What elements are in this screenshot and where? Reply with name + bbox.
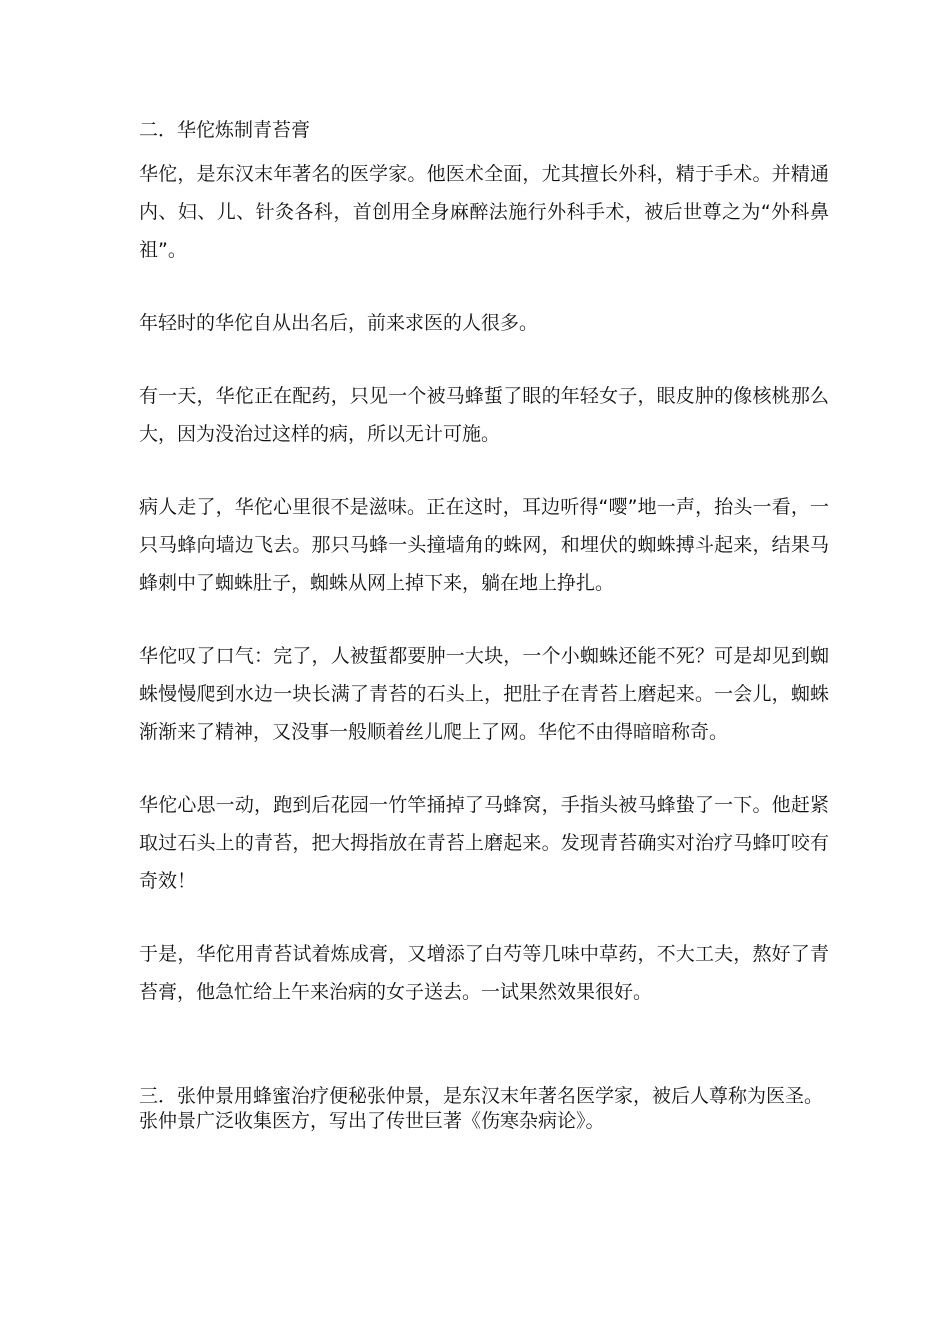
paragraph: 病人走了，华佗心里很不是滋味。正在这时，耳边听得“嘤”地一声，抬头一看，一只马蜂向墙边飞去。那只马蜂一头撞墙角的蛛网，和埋伏的蜘蛛搏斗起来，结果马蜂刺中了蜘蛛肚子，蜘蛛从网上掉下来，躺在地上挣扎。 (139, 496, 829, 594)
paragraph-line: 张仲景广泛收集医方，写出了传世巨著《伤寒杂病论》。 (139, 1110, 605, 1132)
paragraph-gap (139, 751, 829, 786)
paragraph-gap (139, 269, 829, 304)
document-page (139, 117, 829, 1134)
paragraph: 有一天，华佗正在配药，只见一个被马蜂蜇了眼的年轻女子，眼皮肿的像核桃那么大，因为没治过这样的病，所以无计可施。 (139, 385, 829, 445)
paragraph-gap (139, 342, 829, 377)
paragraph-gap (139, 900, 829, 935)
paragraph: 华佗叹了口气：完了，人被蜇都要肿一大块，一个小蜘蛛还能不死？可是却见到蜘蛛慢慢爬到水边一块长满了青苔的石头上，把肚子在青苔上磨起来。一会儿，蜘蛛渐渐来了精神，又没事一般顺着丝儿爬上了网。华佗不由得暗暗称奇。 (139, 645, 829, 743)
paragraph: 华佗，是东汉末年著名的医学家。他医术全面，尤其擅长外科，精于手术。并精通内、妇、儿、针灸各科，首创用全身麻醉法施行外科手术，被后世尊之为“外科鼻祖”。 (139, 163, 829, 261)
section-heading-line: 三．张仲景用蜂蜜治疗便秘张仲景，是东汉末年著名医学家，被后人尊称为医圣。 (139, 1085, 824, 1107)
paragraph: 年轻时的华佗自从出名后，前来求医的人很多。 (139, 312, 539, 334)
section-gap (139, 1011, 829, 1084)
paragraph-gap (139, 453, 829, 488)
paragraph: 华佗心思一动，跑到后花园一竹竿捅掉了马蜂窝，手指头被马蜂蛰了一下。他赶紧取过石头上的青苔，把大拇指放在青苔上磨起来。发现青苔确实对治疗马蜂叮咬有奇效！ (139, 794, 829, 892)
section-heading: 二．华佗炼制青苔膏 (139, 119, 311, 141)
paragraph: 于是，华佗用青苔试着炼成膏，又增添了白芍等几味中草药，不大工夫，熬好了青苔膏，他急忙给上午来治病的女子送去。一试果然效果很好。 (139, 943, 829, 1003)
paragraph-gap (139, 602, 829, 637)
